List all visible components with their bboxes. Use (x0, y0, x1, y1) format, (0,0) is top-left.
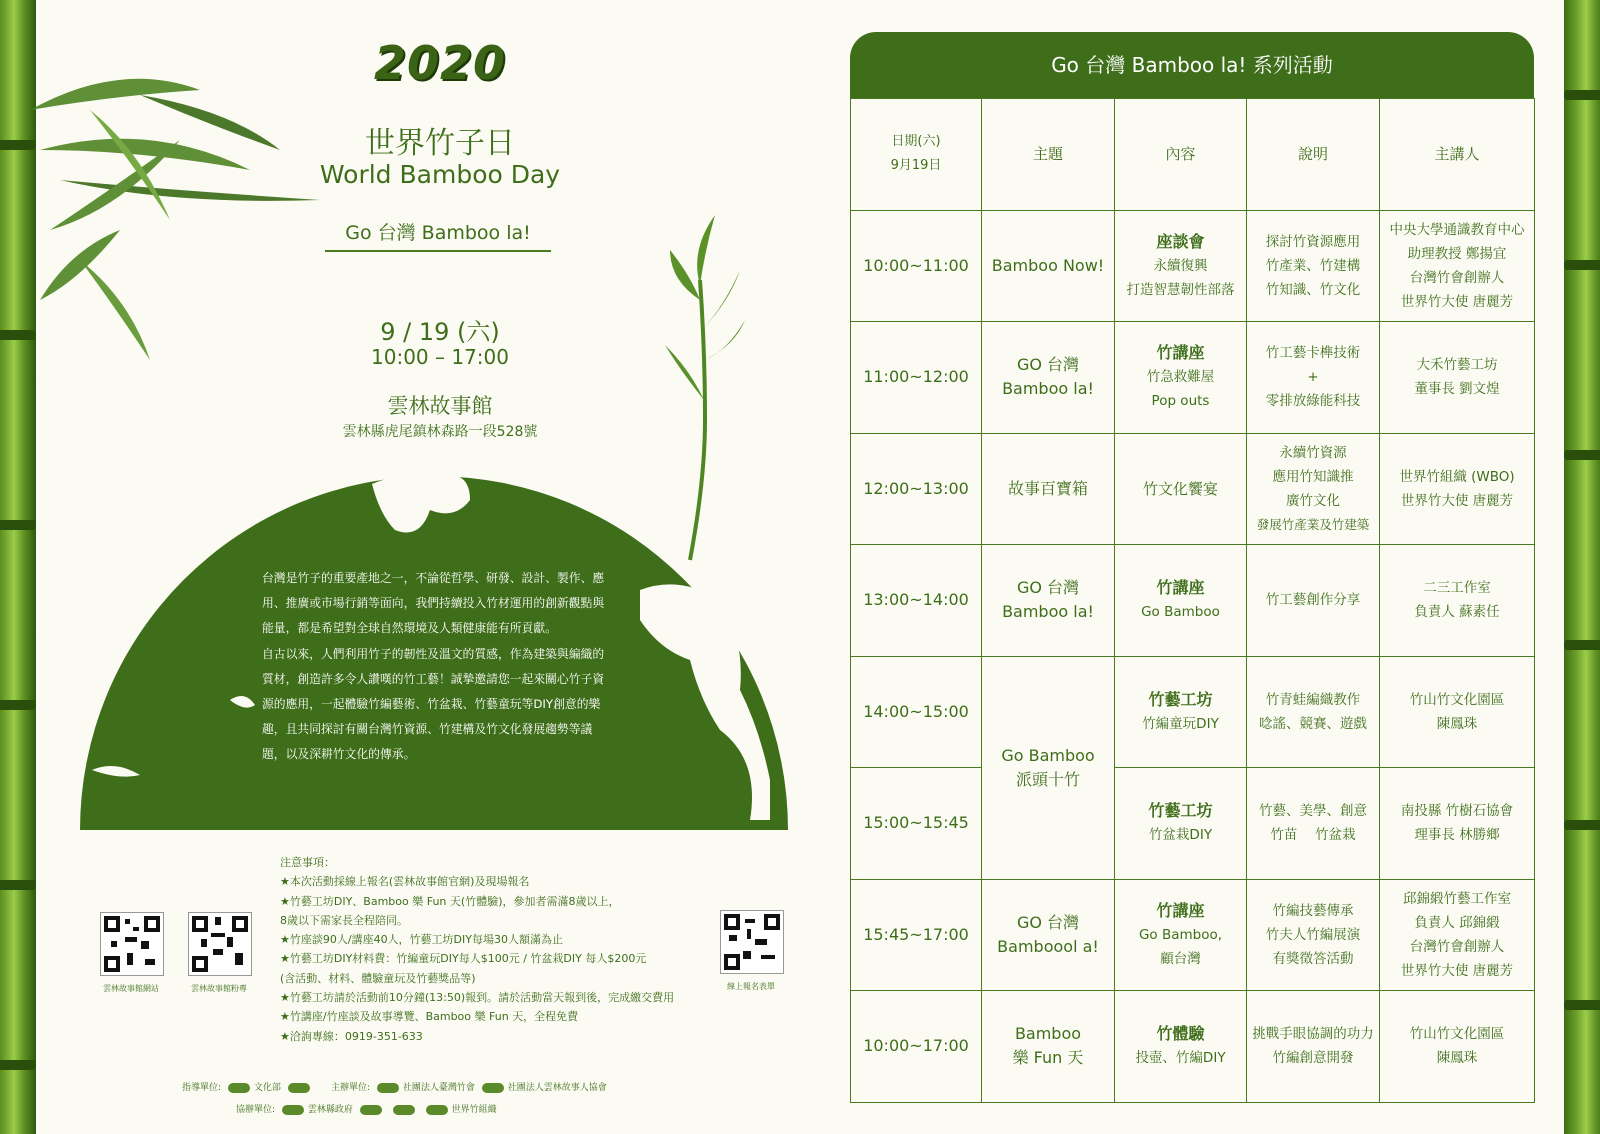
table-row (851, 991, 1535, 1103)
row-speaker: 竹山竹文化園區 陳鳳珠 (1380, 656, 1535, 768)
row-theme: 故事百寶箱 (982, 433, 1115, 545)
park-logo-icon (393, 1105, 415, 1115)
intro-paragraph: 自古以來，人們利用竹子的韌性及溫文的質感，作為建築與編織的質材，創造許多令人讚嘆的竹工藝！誠摯邀請您一起來關心竹子資源的應用，一起體驗竹編藝術、竹盆栽、竹藝童玩等DIY創意的樂趣，且共同探討有關台灣竹資源、竹建構及竹文化發展趨勢等議題，以及深耕竹文化的傳承。 (262, 646, 605, 762)
wbo-logo-icon (426, 1105, 448, 1115)
header-date: 日期(六) 9月19日 (851, 99, 982, 211)
row-time: 11:00~12:00 (851, 322, 982, 434)
row-speaker: 南投縣 竹樹石協會 理事長 林勝鄉 (1380, 768, 1535, 880)
qr-code-registration[interactable] (720, 910, 784, 974)
qr-code-website[interactable] (100, 912, 164, 976)
host-org: 社團法人雲林故事人協會 (507, 1083, 607, 1093)
row-desc: 挑戰手眼協調的功力 竹編創意開發 (1247, 991, 1380, 1103)
row-speaker: 邱錦緞竹藝工作室 負責人 邱錦緞 台灣竹會創辦人 世界竹大使 唐麗芳 (1380, 879, 1535, 991)
row-content: 竹藝工坊 竹盆栽DIY (1115, 768, 1247, 880)
note-line: ★竹藝工坊DIY材料費：竹編童玩DIY每人$100元 / 竹盆栽DIY 每人$200元 (280, 952, 647, 966)
note-line: 8歲以下需家長全程陪同。 (280, 913, 408, 927)
row-time: 10:00~11:00 (851, 210, 982, 322)
row-theme: Bamboo 樂 Fun 天 (982, 991, 1115, 1103)
event-address: 雲林縣虎尾鎮林森路一段528號 (342, 424, 538, 440)
row-content: 座談會 永續復興 打造智慧韌性部落 (1115, 210, 1247, 322)
co-org: 雲林縣政府 (307, 1105, 353, 1115)
note-line: ★竹座談90人/講座40人，竹藝工坊DIY每場30人額滿為止 (280, 933, 563, 947)
row-content: 竹講座 Go Bamboo (1115, 545, 1247, 657)
row-desc: 竹藝、美學、創意 竹苗 竹盆栽 (1247, 768, 1380, 880)
row-theme: Bamboo Now! (982, 210, 1115, 322)
note-line: ★本次活動採線上報名(雲林故事館官網)及現場報名 (280, 875, 530, 889)
note-line: (含活動、材料、體驗童玩及竹藝獎品等) (280, 971, 476, 985)
row-time: 12:00~13:00 (851, 433, 982, 545)
note-line: ★竹藝工坊請於活動前10分鐘(13:50)報到。請於活動當天報到後，完成繳交費用 (280, 991, 675, 1005)
notes-section (280, 853, 710, 1046)
row-desc: 探討竹資源應用 竹產業、竹建構 竹知識、竹文化 (1247, 210, 1380, 322)
co-label: 協辦單位: (236, 1105, 276, 1115)
row-theme: GO 台灣 Bamboo la! (982, 322, 1115, 434)
row-desc: 竹工藝卡榫技術 + 零排放綠能科技 (1247, 322, 1380, 434)
note-line: ★竹藝工坊DIY、Bamboo 樂 Fun 天(竹體驗)，參加者需滿8歲以上， (280, 894, 620, 908)
qr-caption: 線上報名表單 (727, 982, 775, 991)
row-speaker: 中央大學通識教育中心 助理教授 鄭揚宜 台灣竹會創辦人 世界竹大使 唐麗芳 (1380, 210, 1535, 322)
table-row (851, 879, 1535, 991)
row-time: 10:00~17:00 (851, 991, 982, 1103)
row-speaker: 二三工作室 負責人 蘇素任 (1380, 545, 1535, 657)
row-content: 竹藝工坊 竹編童玩DIY (1115, 656, 1247, 768)
row-desc: 竹青蛙編織教作 唸謠、競賽、遊戲 (1247, 656, 1380, 768)
row-theme: Go Bamboo 派頭十竹 (982, 656, 1115, 879)
right-bamboo-border (1564, 0, 1600, 1134)
header-content: 內容 (1115, 99, 1247, 211)
table-row (851, 433, 1535, 545)
header-speaker: 主講人 (1380, 99, 1535, 211)
table-row (851, 322, 1535, 434)
header-theme: 主題 (982, 99, 1115, 211)
row-content: 竹講座 竹急救難屋 Pop outs (1115, 322, 1247, 434)
row-theme: GO 台灣 Bamboo la! (982, 545, 1115, 657)
qr-caption: 雲林故事館網站 (103, 984, 159, 993)
row-content: 竹講座 Go Bamboo, 顧台灣 (1115, 879, 1247, 991)
poster-year: 2020 (373, 36, 507, 90)
qr-code-fanpage[interactable] (188, 912, 252, 976)
taiwan-bamboo-logo-icon (377, 1083, 399, 1093)
event-time: 10:00 – 17:00 (371, 345, 509, 369)
row-speaker: 大禾竹藝工坊 董事長 劉文煌 (1380, 322, 1535, 434)
institute-logo-icon (360, 1105, 382, 1115)
co-org: 世界竹組織 (451, 1105, 497, 1115)
row-content: 竹體驗 投壺、竹編DIY (1115, 991, 1247, 1103)
table-row (851, 656, 1535, 768)
row-speaker: 世界竹組織 (WBO) 世界竹大使 唐麗芳 (1380, 433, 1535, 545)
row-speaker: 竹山竹文化園區 陳鳳珠 (1380, 991, 1535, 1103)
event-subtitle: Go 台灣 Bamboo la! (325, 218, 551, 252)
note-line: ★竹講座/竹座談及故事導覽、Bamboo 樂 Fun 天，全程免費 (280, 1010, 579, 1024)
ministry-of-culture-logo-icon (228, 1083, 250, 1093)
yunlin-logo-icon (282, 1105, 304, 1115)
guide-org: 文化部 (253, 1083, 281, 1093)
table-header-row (851, 99, 1535, 211)
table-row (851, 210, 1535, 322)
table-row (851, 545, 1535, 657)
host-org: 社團法人臺灣竹會 (402, 1083, 475, 1093)
row-desc: 竹工藝創作分享 (1247, 545, 1380, 657)
host-label: 主辦單位: (330, 1083, 371, 1093)
schedule-title: Go 台灣 Bamboo la! 系列活動 (850, 32, 1534, 98)
intro-text (262, 566, 608, 768)
sponsor-row-guide-host (182, 1080, 607, 1093)
event-venue: 雲林故事館 (387, 394, 493, 418)
row-content: 竹文化饗宴 (1115, 433, 1247, 545)
bamboo-sprout (690, 280, 705, 560)
intro-paragraph: 台灣是竹子的重要產地之一，不論從哲學、研發、設計、製作、應用、推廣或市場行銷等面向，我們持續投入竹材運用的創新觀點與能量，都是希望對全球自然環境及人類健康能有所貢獻。 (262, 571, 605, 636)
yunlin-storyteller-logo-icon (482, 1083, 504, 1093)
notes-title: 注意事項： (280, 856, 335, 869)
guide-label: 指導單位: (182, 1083, 222, 1093)
row-theme: GO 台灣 Bamboool a! (982, 879, 1115, 991)
schedule-panel (850, 32, 1534, 1102)
sponsor-row-co (236, 1102, 497, 1115)
row-time: 14:00~15:00 (851, 656, 982, 768)
qr-caption: 雲林故事館粉專 (191, 984, 247, 993)
schedule-table (850, 98, 1535, 1103)
event-title-zh: 世界竹子日 (365, 126, 515, 161)
row-time: 15:45~17:00 (851, 879, 982, 991)
row-time: 13:00~14:00 (851, 545, 982, 657)
note-line: ★洽詢專線：0919-351-633 (280, 1029, 423, 1043)
table-row (851, 768, 1535, 880)
row-desc: 永續竹資源 應用竹知識推 廣竹文化 發展竹產業及竹建築 (1247, 433, 1380, 545)
foundation-logo-icon (288, 1083, 310, 1093)
row-desc: 竹編技藝傳承 竹夫人竹編展演 有獎徵答活動 (1247, 879, 1380, 991)
header-desc: 說明 (1247, 99, 1380, 211)
row-time: 15:00~15:45 (851, 768, 982, 880)
bamboo-leaves (30, 79, 320, 360)
event-date: 9 / 19 (六) (380, 318, 500, 346)
event-title-en: World Bamboo Day (319, 160, 561, 189)
